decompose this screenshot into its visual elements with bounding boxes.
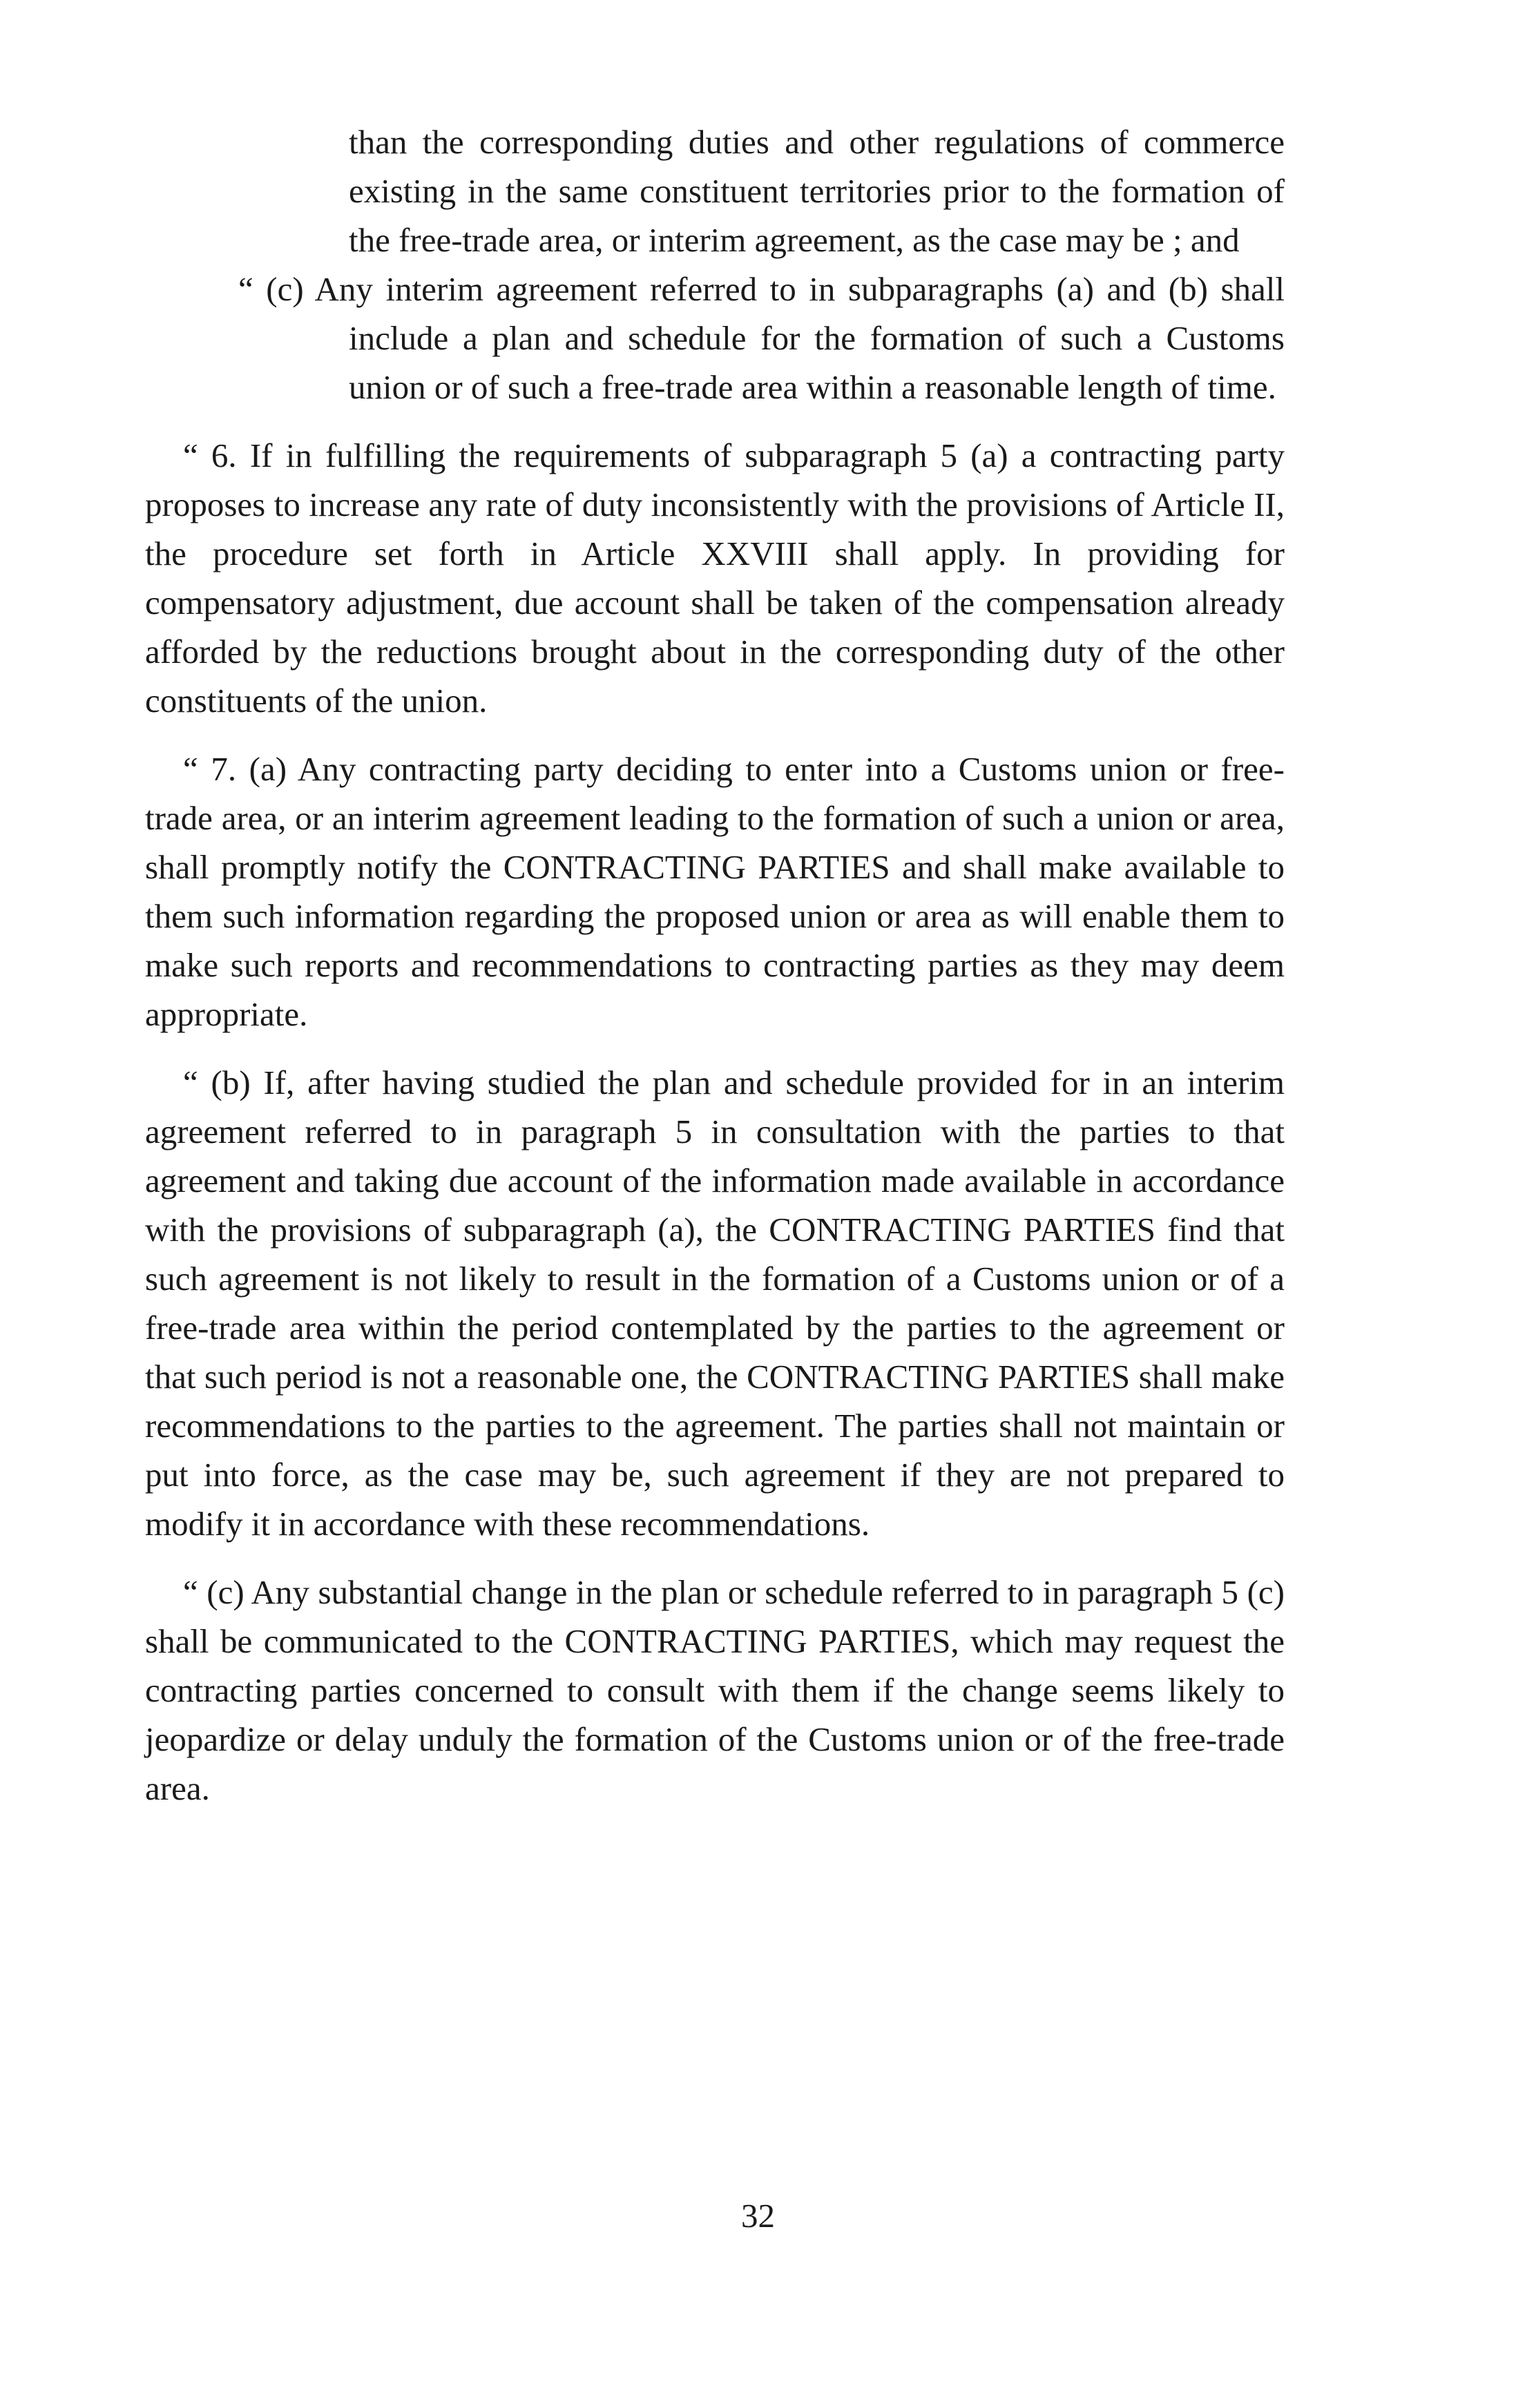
paragraph-5c: “ (c) Any interim agreement referred to in subparagraphs (a) and (b) shall include a plan and schedule for the formation of such a Customs union or of such a free-trade area within a reasonable length of time. (238, 270, 1285, 406)
page-number: 32 (741, 2197, 775, 2235)
paragraph-7c: “ (c) Any substantial change in the plan or schedule referred to in paragraph 5 (c) shall be communicated to the CONTRACTING PARTIES, which may request the contracting parties concerned to consult with them if the change seems likely to jeopardize or delay unduly the formation of the Customs union or of the free-trade area. (145, 1573, 1285, 1807)
text-column (145, 117, 1285, 1813)
paragraph-7b: “ (b) If, after having studied the plan and schedule provided for in an interim agreement referred to in paragraph 5 in consultation with the parties to that agreement and taking due account of the information made available in accordance with the provisions of subparagraph (a), the CONTRACTING PARTIES find that such agreement is not likely to result in the formation of a Customs union or of a free-trade area within the period contemplated by the parties to the agreement or that such period is not a reasonable one, the CONTRACTING PARTIES shall make recommendations to the parties to the agreement. The parties shall not maintain or put into force, as the case may be, such agreement if they are not prepared to modify it in accordance with these recommendations. (145, 1063, 1285, 1543)
paragraph-5b-continuation: than the corresponding duties and other regulations of commerce existing in the same constituent territories prior to the formation of the free-trade area, or interim agreement, as the case may be ; and (349, 123, 1285, 259)
paragraph-7a: “ 7. (a) Any contracting party deciding to enter into a Customs union or free-trade area, or an interim agreement leading to the formation of such a union or area, shall promptly notify the CONTRACTING PARTIES and shall make available to them such information regarding the proposed union or area as will enable them to make such reports and recommendations to contracting parties as they may deem appropriate. (145, 750, 1285, 1033)
paragraph-6: “ 6. If in fulfilling the requirements of subparagraph 5 (a) a contracting party proposes to increase any rate of duty inconsistently with the provisions of Article II, the procedure set forth in Article XXVIII shall apply. In providing for compensatory adjustment, due account shall be taken of the compensation already afforded by the reductions brought about in the corresponding duty of the other constituents of the union. (145, 436, 1285, 720)
